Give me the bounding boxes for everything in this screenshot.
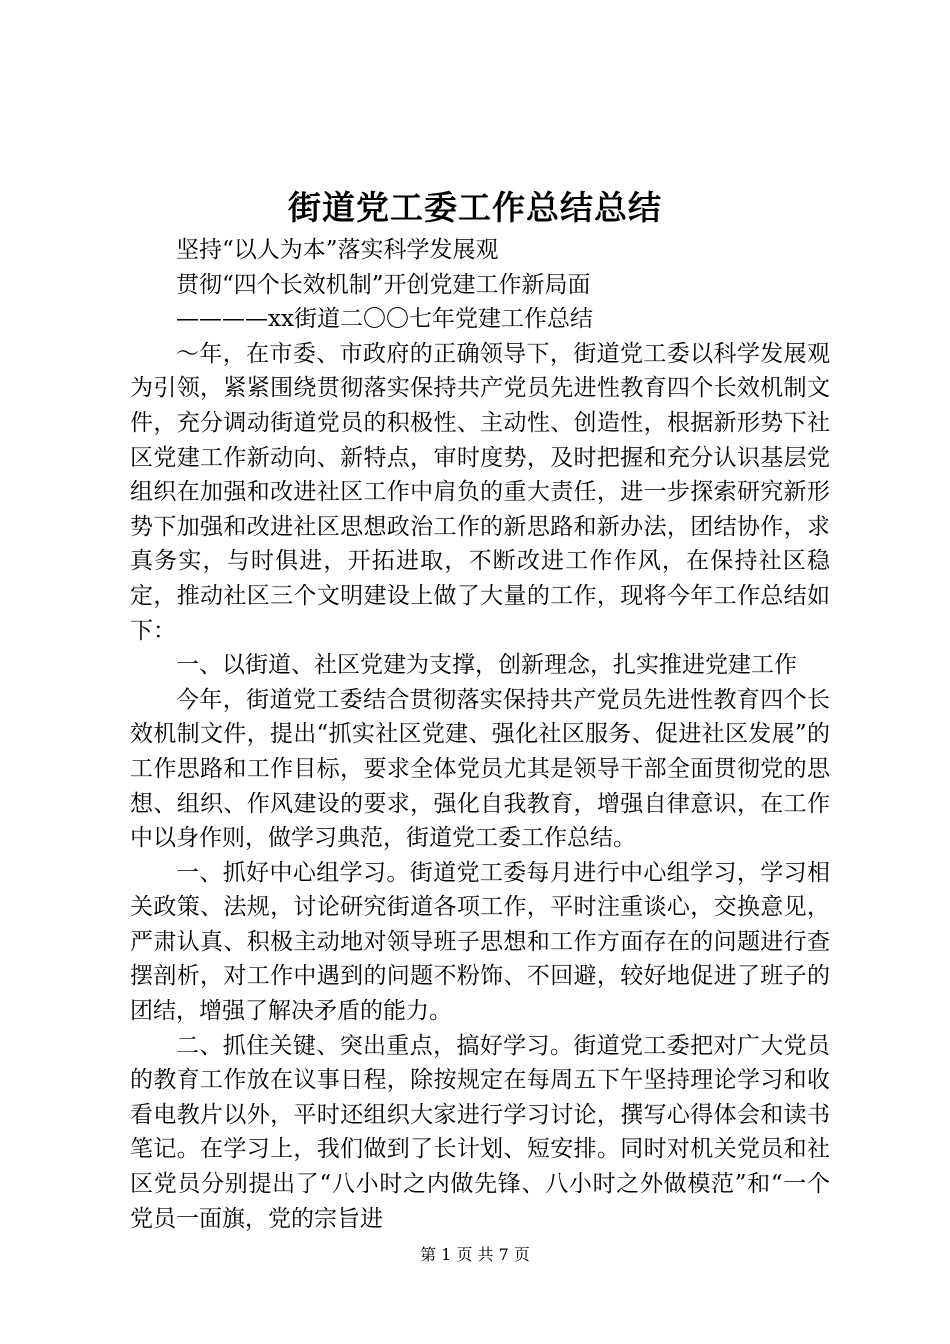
subtitle-line-1: 坚持“以人为本”落实科学发展观 (176, 237, 499, 263)
paragraph-item-1: 一、抓好中心组学习。街道党工委每月进行中心组学习，学习相关政策、法规，讨论研究街道各项工作，平时注重谈心，交换意见，严肃认真、积极主动地对领导班子思想和工作方面存在的问题进行查摆剖析，对工作中遇到的问题不粉饰、不回避，较好地促进了班子的团结，增强了解决矛盾的能力。 (130, 859, 830, 1025)
section-heading-1: 一、以街道、社区党建为支撑，创新理念，扎实推进党建工作 (176, 652, 797, 679)
document-body (130, 233, 830, 1236)
document-title: 街道党工委工作总结总结 (288, 188, 662, 227)
subtitle-line-3: ————xx街道二〇〇七年党建工作总结 (176, 306, 593, 333)
paragraph-item-2: 二、抓住关键、突出重点，搞好学习。街道党工委把对广大党员的教育工作放在议事日程，除按规定在每周五下午坚持理论学习和收看电教片以外，平时还组织大家进行学习讨论，撰写心得体会和读书笔记。在学习上，我们做到了长计划、短安排。同时对机关党员和社区党员分别提出了“八小时之内做先锋、八小时之外做模范”和“一个党员一面旗，党的宗旨进 (130, 1032, 830, 1232)
subtitle-line-2: 贯彻“四个长效机制”开创党建工作新局面 (176, 271, 591, 298)
page-number: 第 1 页 共 7 页 (420, 1245, 530, 1264)
paragraph-section-1: 今年，街道党工委结合贯彻落实保持共产党员先进性教育四个长效机制文件，提出“抓实社区党建、强化社区服务、促进社区发展”的工作思路和工作目标，要求全体党员尤其是领导干部全面贯彻党的思想、组织、作风建设的要求，强化自我教育，增强自律意识，在工作中以身作则，做学习典范，街道党工委工作总结。 (130, 686, 830, 852)
paragraph-intro: ～年，在市委、市政府的正确领导下，街道党工委以科学发展观为引领，紧紧围绕贯彻落实保持共产党员先进性教育四个长效机制文件，充分调动街道党员的积极性、主动性、创造性，根据新形势下社区党建工作新动向、新特点，审时度势，及时把握和充分认识基层党组织在加强和改进社区工作中肩负的重大责任，进一步探索研究新形势下加强和改进社区思想政治工作的新思路和新办法，团结协作，求真务实，与时俱进，开拓进取，不断改进工作作风，在保持社区稳定，推动社区三个文明建设上做了大量的工作，现将今年工作总结如下： (130, 340, 830, 644)
